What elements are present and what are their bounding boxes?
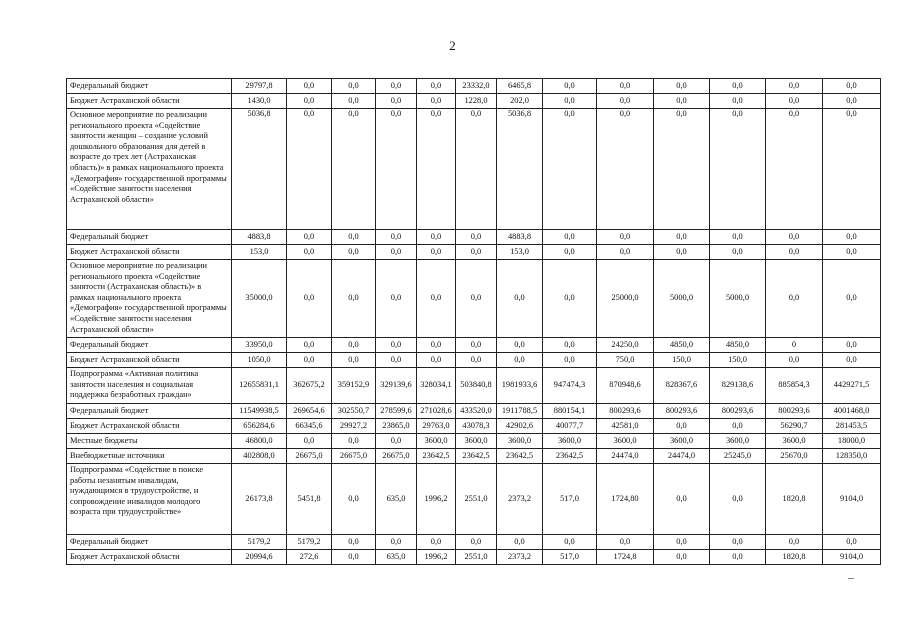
value-cell: 0,0: [710, 535, 766, 550]
value-cell: 0,0: [823, 338, 881, 353]
value-cell: 329139,6: [376, 368, 417, 404]
value-cell: 0,0: [654, 79, 710, 94]
value-cell: 0,0: [543, 79, 597, 94]
value-cell: 29763,0: [417, 419, 456, 434]
value-cell: 0,0: [456, 338, 497, 353]
value-cell: 3600,0: [597, 434, 654, 449]
value-cell: 0,0: [766, 245, 823, 260]
value-cell: 0,0: [543, 353, 597, 368]
value-cell: 4850,0: [654, 338, 710, 353]
value-cell: 328034,1: [417, 368, 456, 404]
value-cell: 42581,0: [597, 419, 654, 434]
value-cell: 0,0: [710, 109, 766, 230]
value-cell: 1228,0: [456, 94, 497, 109]
value-cell: 33950,0: [232, 338, 287, 353]
value-cell: 3600,0: [456, 434, 497, 449]
value-cell: 271028,6: [417, 404, 456, 419]
value-cell: 0,0: [332, 260, 376, 338]
value-cell: 0,0: [376, 94, 417, 109]
value-cell: 0,0: [417, 79, 456, 94]
value-cell: 26675,0: [376, 449, 417, 464]
value-cell: 1724,80: [597, 464, 654, 535]
value-cell: 9104,0: [823, 550, 881, 565]
value-cell: 128350,0: [823, 449, 881, 464]
value-cell: 0,0: [376, 109, 417, 230]
value-cell: 4001468,0: [823, 404, 881, 419]
value-cell: 0,0: [823, 109, 881, 230]
value-cell: 0,0: [597, 94, 654, 109]
table-row: [67, 404, 881, 419]
row-label: Внебюджетные источники: [67, 449, 232, 464]
value-cell: 0,0: [332, 464, 376, 535]
value-cell: 0,0: [543, 230, 597, 245]
value-cell: 66345,6: [287, 419, 332, 434]
value-cell: 281453,5: [823, 419, 881, 434]
value-cell: 24250,0: [597, 338, 654, 353]
value-cell: 0,0: [654, 464, 710, 535]
value-cell: 4883,8: [232, 230, 287, 245]
row-label: Подпрограмма «Активная политика занятости населения и социальная поддержка безработных граждан»: [67, 368, 232, 404]
value-cell: 0,0: [823, 79, 881, 94]
value-cell: 0,0: [287, 94, 332, 109]
value-cell: 1911788,5: [497, 404, 543, 419]
value-cell: 0,0: [417, 353, 456, 368]
value-cell: 23642,5: [543, 449, 597, 464]
value-cell: 0,0: [456, 535, 497, 550]
value-cell: 29797,8: [232, 79, 287, 94]
value-cell: 0,0: [823, 353, 881, 368]
value-cell: 0,0: [766, 230, 823, 245]
value-cell: 5000,0: [710, 260, 766, 338]
value-cell: 26675,0: [332, 449, 376, 464]
value-cell: 3600,0: [766, 434, 823, 449]
value-cell: 800293,6: [710, 404, 766, 419]
value-cell: 0,0: [823, 245, 881, 260]
value-cell: 0,0: [543, 535, 597, 550]
value-cell: 150,0: [710, 353, 766, 368]
value-cell: 0,0: [710, 245, 766, 260]
value-cell: 26173,8: [232, 464, 287, 535]
value-cell: 0,0: [766, 535, 823, 550]
value-cell: 3600,0: [497, 434, 543, 449]
value-cell: 0,0: [654, 535, 710, 550]
value-cell: 0,0: [766, 353, 823, 368]
value-cell: 0,0: [332, 535, 376, 550]
value-cell: 40077,7: [543, 419, 597, 434]
value-cell: 0,0: [456, 109, 497, 230]
value-cell: 2373,2: [497, 550, 543, 565]
value-cell: 0,0: [332, 230, 376, 245]
value-cell: 517,0: [543, 464, 597, 535]
value-cell: 1996,2: [417, 550, 456, 565]
value-cell: 3600,0: [417, 434, 456, 449]
value-cell: 5000,0: [654, 260, 710, 338]
value-cell: 25670,0: [766, 449, 823, 464]
value-cell: 0,0: [417, 245, 456, 260]
value-cell: 3600,0: [543, 434, 597, 449]
value-cell: 24474,0: [654, 449, 710, 464]
value-cell: 0,0: [766, 109, 823, 230]
value-cell: 11549938,5: [232, 404, 287, 419]
value-cell: 0,0: [710, 419, 766, 434]
value-cell: 0,0: [456, 260, 497, 338]
value-cell: 0,0: [823, 94, 881, 109]
value-cell: 0,0: [376, 230, 417, 245]
value-cell: 0,0: [597, 245, 654, 260]
page-number: 2: [449, 38, 456, 53]
row-label: Федеральный бюджет: [67, 338, 232, 353]
value-cell: 0,0: [332, 94, 376, 109]
value-cell: 5036,8: [232, 109, 287, 230]
value-cell: 880154,1: [543, 404, 597, 419]
table-row: [67, 338, 881, 353]
value-cell: 0,0: [710, 79, 766, 94]
value-cell: 0,0: [417, 260, 456, 338]
row-label: Основное мероприятие по реализации регионального проекта «Содействие занятости (Астраханская область)» в рамках национального проекта «Демография» государственной программы «Содействие занятости населения Астраханской области»: [67, 260, 232, 338]
value-cell: 0,0: [543, 245, 597, 260]
value-cell: 0,0: [654, 550, 710, 565]
value-cell: 0: [766, 338, 823, 353]
value-cell: 0,0: [332, 109, 376, 230]
value-cell: 503840,8: [456, 368, 497, 404]
value-cell: 0,0: [332, 245, 376, 260]
table-row: [67, 245, 881, 260]
value-cell: 23642,5: [497, 449, 543, 464]
row-label: Подпрограмма «Содействие в поиске работы незанятым инвалидам, нуждающимся в трудоустройстве, и сопровождение инвалидов молодого возраста при трудоустройстве»: [67, 464, 232, 535]
table-row: [67, 464, 881, 535]
value-cell: 0,0: [417, 109, 456, 230]
page-mark: [848, 578, 854, 579]
row-label: Бюджет Астраханской области: [67, 353, 232, 368]
value-cell: 25000,0: [597, 260, 654, 338]
value-cell: 800293,6: [654, 404, 710, 419]
value-cell: 1996,2: [417, 464, 456, 535]
value-cell: 2373,2: [497, 464, 543, 535]
value-cell: 0,0: [376, 338, 417, 353]
value-cell: 829138,6: [710, 368, 766, 404]
value-cell: 153,0: [232, 245, 287, 260]
value-cell: 0,0: [287, 434, 332, 449]
value-cell: 5179,2: [232, 535, 287, 550]
row-label: Бюджет Астраханской области: [67, 94, 232, 109]
value-cell: 1820,8: [766, 464, 823, 535]
value-cell: 0,0: [823, 260, 881, 338]
value-cell: 5451,8: [287, 464, 332, 535]
value-cell: 0,0: [497, 338, 543, 353]
value-cell: 0,0: [823, 230, 881, 245]
table-row: [67, 434, 881, 449]
value-cell: 278599,6: [376, 404, 417, 419]
value-cell: 0,0: [497, 353, 543, 368]
value-cell: 0,0: [823, 535, 881, 550]
value-cell: 635,0: [376, 550, 417, 565]
value-cell: 0,0: [287, 353, 332, 368]
value-cell: 0,0: [497, 260, 543, 338]
table-row: [67, 109, 881, 230]
value-cell: 0,0: [332, 338, 376, 353]
value-cell: 153,0: [497, 245, 543, 260]
value-cell: 0,0: [287, 230, 332, 245]
value-cell: 0,0: [497, 535, 543, 550]
value-cell: 1430,0: [232, 94, 287, 109]
value-cell: 0,0: [766, 79, 823, 94]
value-cell: 3600,0: [654, 434, 710, 449]
budget-table: [66, 78, 881, 565]
value-cell: 23642,5: [417, 449, 456, 464]
table-row: [67, 419, 881, 434]
value-cell: 0,0: [710, 94, 766, 109]
value-cell: 0,0: [710, 550, 766, 565]
value-cell: 0,0: [654, 230, 710, 245]
value-cell: 1820,8: [766, 550, 823, 565]
value-cell: 0,0: [332, 550, 376, 565]
value-cell: 5179,2: [287, 535, 332, 550]
table-row: [67, 368, 881, 404]
value-cell: 800293,6: [766, 404, 823, 419]
value-cell: 0,0: [376, 245, 417, 260]
value-cell: 0,0: [543, 260, 597, 338]
row-label: Бюджет Астраханской области: [67, 419, 232, 434]
value-cell: 0,0: [710, 464, 766, 535]
table-row: [67, 449, 881, 464]
value-cell: 3600,0: [710, 434, 766, 449]
value-cell: 0,0: [456, 353, 497, 368]
value-cell: 2551,0: [456, 550, 497, 565]
value-cell: 656284,6: [232, 419, 287, 434]
value-cell: 0,0: [597, 79, 654, 94]
value-cell: 0,0: [287, 338, 332, 353]
table-row: [67, 79, 881, 94]
row-label: Федеральный бюджет: [67, 79, 232, 94]
table-row: [67, 550, 881, 565]
value-cell: 4850,0: [710, 338, 766, 353]
value-cell: 947474,3: [543, 368, 597, 404]
value-cell: 2551,0: [456, 464, 497, 535]
value-cell: 362675,2: [287, 368, 332, 404]
value-cell: 4883,8: [497, 230, 543, 245]
value-cell: 0,0: [654, 109, 710, 230]
value-cell: 272,6: [287, 550, 332, 565]
table-row: [67, 94, 881, 109]
row-label: Местные бюджеты: [67, 434, 232, 449]
value-cell: 23642,5: [456, 449, 497, 464]
value-cell: 0,0: [417, 535, 456, 550]
value-cell: 23865,0: [376, 419, 417, 434]
value-cell: 46800,0: [232, 434, 287, 449]
value-cell: 0,0: [456, 230, 497, 245]
value-cell: 25245,0: [710, 449, 766, 464]
value-cell: 870948,6: [597, 368, 654, 404]
value-cell: 302550,7: [332, 404, 376, 419]
value-cell: 35000,0: [232, 260, 287, 338]
value-cell: 4429271,5: [823, 368, 881, 404]
value-cell: 359152,9: [332, 368, 376, 404]
table-row: [67, 353, 881, 368]
value-cell: 6465,8: [497, 79, 543, 94]
value-cell: 0,0: [766, 260, 823, 338]
value-cell: 0,0: [766, 94, 823, 109]
row-label: Бюджет Астраханской области: [67, 245, 232, 260]
value-cell: 23332,0: [456, 79, 497, 94]
value-cell: 0,0: [417, 338, 456, 353]
value-cell: 0,0: [376, 535, 417, 550]
value-cell: 0,0: [710, 230, 766, 245]
value-cell: 800293,6: [597, 404, 654, 419]
table-row: [67, 230, 881, 245]
value-cell: 1724,8: [597, 550, 654, 565]
value-cell: 43078,3: [456, 419, 497, 434]
value-cell: 12655831,1: [232, 368, 287, 404]
value-cell: 0,0: [332, 434, 376, 449]
table-row: [67, 260, 881, 338]
value-cell: 0,0: [417, 94, 456, 109]
value-cell: 1050,0: [232, 353, 287, 368]
value-cell: 0,0: [376, 260, 417, 338]
value-cell: 0,0: [456, 245, 497, 260]
row-label: Основное мероприятие по реализации регионального проекта «Содействие занятости женщин – создание условий дошкольного образования для детей в возрасте до трех лет (Астраханская область)» в рамках национального проекта «Демография» государственной программы «Содействие занятости населения Астраханской области»: [67, 109, 232, 230]
table-row: [67, 535, 881, 550]
value-cell: 29927,2: [332, 419, 376, 434]
value-cell: 828367,6: [654, 368, 710, 404]
row-label: Бюджет Астраханской области: [67, 550, 232, 565]
value-cell: 0,0: [543, 338, 597, 353]
row-label: Федеральный бюджет: [67, 404, 232, 419]
value-cell: 635,0: [376, 464, 417, 535]
value-cell: 150,0: [654, 353, 710, 368]
row-label: Федеральный бюджет: [67, 535, 232, 550]
value-cell: 0,0: [287, 109, 332, 230]
value-cell: 0,0: [597, 230, 654, 245]
value-cell: 433520,0: [456, 404, 497, 419]
value-cell: 20994,6: [232, 550, 287, 565]
value-cell: 42902,6: [497, 419, 543, 434]
value-cell: 56290,7: [766, 419, 823, 434]
value-cell: 0,0: [417, 230, 456, 245]
value-cell: 750,0: [597, 353, 654, 368]
value-cell: 885854,3: [766, 368, 823, 404]
value-cell: 517,0: [543, 550, 597, 565]
value-cell: 402808,0: [232, 449, 287, 464]
value-cell: 0,0: [654, 419, 710, 434]
value-cell: 0,0: [376, 79, 417, 94]
value-cell: 0,0: [332, 79, 376, 94]
value-cell: 1981933,6: [497, 368, 543, 404]
value-cell: 9104,0: [823, 464, 881, 535]
value-cell: 0,0: [287, 260, 332, 338]
value-cell: 0,0: [376, 434, 417, 449]
value-cell: 0,0: [287, 79, 332, 94]
value-cell: 269654,6: [287, 404, 332, 419]
value-cell: 0,0: [287, 245, 332, 260]
value-cell: 5036,8: [497, 109, 543, 230]
value-cell: 202,0: [497, 94, 543, 109]
value-cell: 0,0: [654, 245, 710, 260]
value-cell: 18000,0: [823, 434, 881, 449]
value-cell: 24474,0: [597, 449, 654, 464]
value-cell: 0,0: [654, 94, 710, 109]
value-cell: 0,0: [597, 535, 654, 550]
value-cell: 0,0: [543, 94, 597, 109]
value-cell: 0,0: [332, 353, 376, 368]
value-cell: 0,0: [543, 109, 597, 230]
value-cell: 0,0: [376, 353, 417, 368]
row-label: Федеральный бюджет: [67, 230, 232, 245]
value-cell: 0,0: [597, 109, 654, 230]
value-cell: 26675,0: [287, 449, 332, 464]
